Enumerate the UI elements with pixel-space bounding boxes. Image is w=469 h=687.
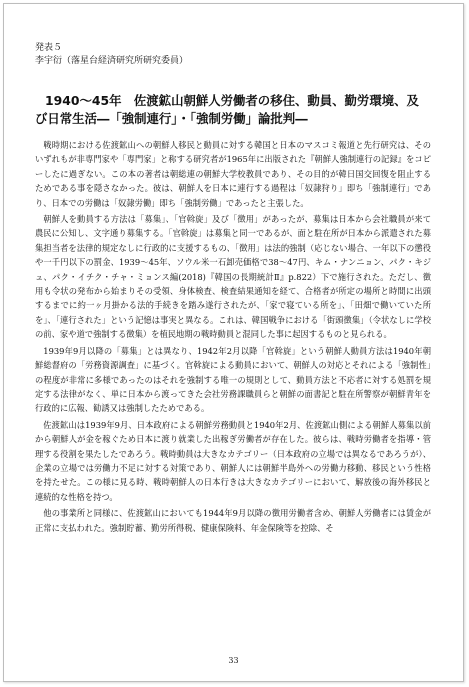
body-paragraph-2: 朝鮮人を動員する方法は「募集」、「官斡旋」及び「徴用」があったが、募集は日本から会社職員が来て農民に公知し、文字通り募集する。「官斡旋」は募集と同一であるが、面と駐在所が日本から派遣された募集担当者を法律的規定なしに行政的に支援するもの、「徴用」は法的強制（応じない場合、一年以下の懲役や一千円以下の罰金、1939〜45年、ソウル米一石卸売価格で38〜47円、キム・ナンニョン、パク・キジュ、パク・イチク・チャ・ミョンス編(2018)『韓国の長期統計Ⅱ』p.822）下で施行された。ただし、徴用も令状の発布から始まりその受領、身体検査、検査結果通知を経て、合格者が所定の場所と時間に出頭するまでに約一ヶ月掛かる法的手続きを踏み遂行されたが、「家で寝ている所を」、「田畑で働いていた所を」、「連行された」という記憶は事実と異なる。これは、韓国戦争における「街頭徴集」（令状なしに学校の前、家や道で強制する徴集）を植民地期の戦時動員と混同した事に起因するものと見られる。: [35, 214, 431, 340]
body-paragraph-4: 佐渡鉱山は1939年9月、日本政府による朝鮮労務動員と1940年2月、佐渡鉱山側による朝鮮人募集以前から朝鮮人が金を稼ぐため日本に渡り就業した出稼ぎ労働者が存在した。彼らは、戦時労働者を指導・管理する役割を果たしたであろう。戦時動員は大きなカテゴリー（日本政府の立場では異なるであろうが）、企業の立場では労働力不足に対する対策であり、朝鮮人には朝鮮半島外への労働力移動、移民という性格を持たせた。この様に見る時、戦時朝鮮人の日本行きは大きなカテゴリーにおいて、解放後の海外移民と連続的な性格を持つ。: [35, 419, 431, 502]
page-number: 33: [228, 656, 239, 665]
document-body: [35, 138, 431, 535]
session-label: 発表５: [35, 43, 63, 53]
body-paragraph-3: 1939年9月以降の「募集」とは異なり、1942年2月以降「官斡旋」という朝鮮人動員方法は1940年朝鮮総督府の「労務資源調査」に基づく。官斡旋による動員において、朝鮮人の対応とそれによる「強制性」の程度が非常に多様であったのはそれを強制する唯一の規則として、動員方法と不応者に対する処罰を規定する法律がなく、単に日本から渡ってきた会社労務課職員らと朝鮮の面書記と駐在所警察が朝鮮青年を行政的に広報、勧誘又は強制したためである。: [35, 345, 431, 414]
document-page: [3, 3, 464, 682]
body-paragraph-5: 他の事業所と同様に、佐渡鉱山においても1944年9月以降の徴用労働者含め、朝鮮人労働者には賃金が正常に支払われた。強制貯蓄、勤労所得税、健康保険料、年金保険等を控除、そ: [35, 508, 431, 533]
body-paragraph-1: 戦時期における佐渡鉱山への朝鮮人移民と動員に対する韓国と日本のマスコミ報道と先行研究は、そのいずれもが非専門家や「専門家」と称する研究者が1965年に出版された『朝鮮人強制連行の記録』をコピーしたに過ぎない。この本の著者は朝総連の朝鮮大学校教員であり、その目的が韓日国交回復を阻止するためである事を隠さなかった。彼は、朝鮮人を日本に連行する過程は「奴隷狩り」即ち「強制連行」であり、日本での労働は「奴隷労働」即ち「強制労働」であったと主張した。: [35, 140, 431, 208]
page-content: [35, 42, 431, 537]
document-title: 1940〜45年 佐渡鉱山朝鮮人労働者の移住、動員、勤労環境、及び日常生活―「強制連行」・「強制労働」論批判―: [35, 93, 419, 126]
author-line: 李宇衍（落星台経済研究所研究委員）: [35, 56, 189, 66]
